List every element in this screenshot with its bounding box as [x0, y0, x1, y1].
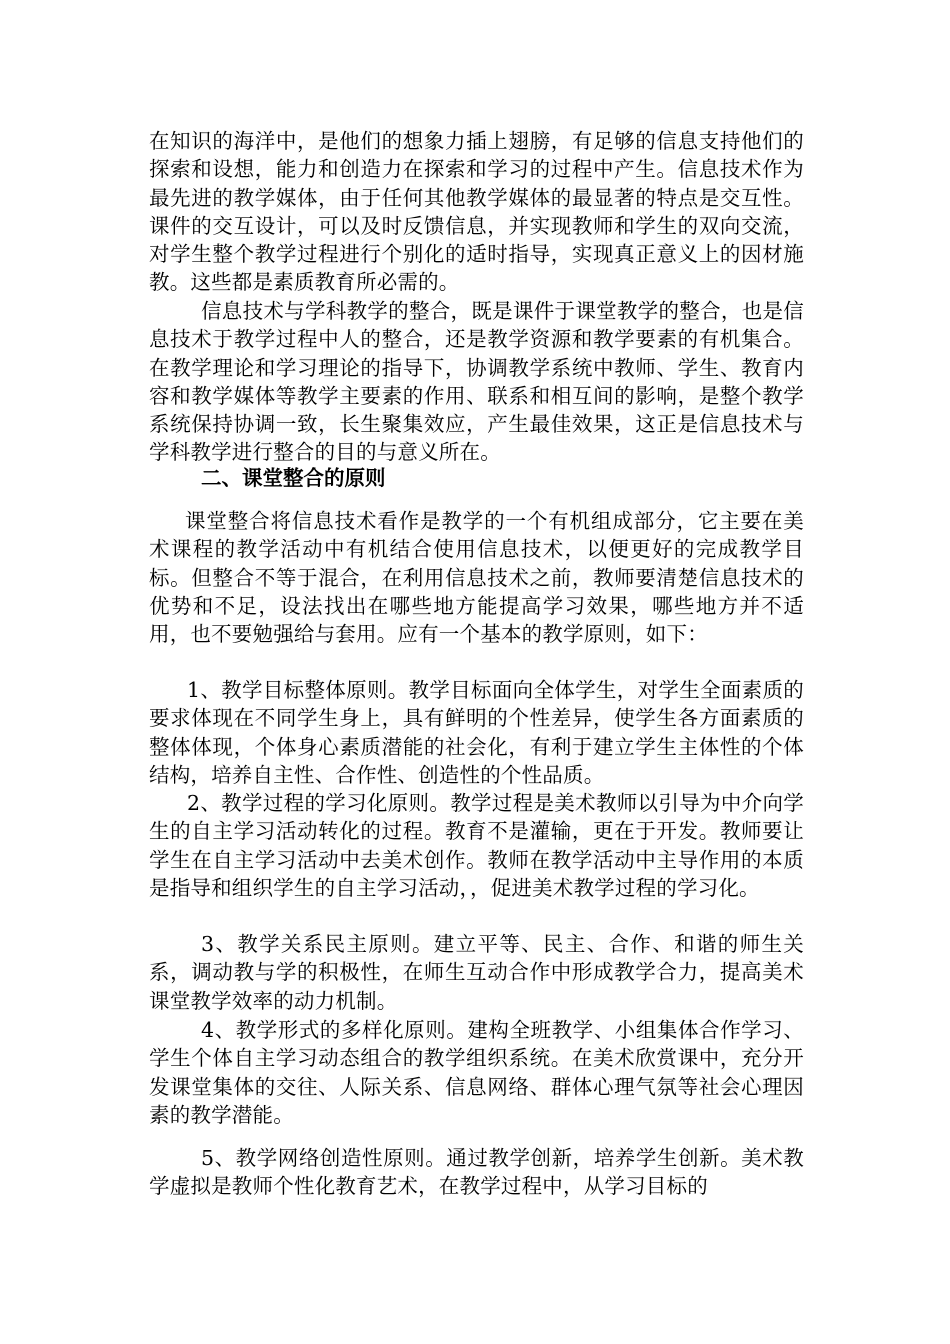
paragraph-integration-intro: 课堂整合将信息技术看作是教学的一个有机组成部分，它主要在美术课程的教学活动中有机结合使用信息技术，以便更好的完成教学目标。但整合不等于混合，在利用信息技术之前，教师要清楚信息技术的优势和不足，设法找出在哪些地方能提高学习效果，哪些地方并不适用，也不要勉强给与套用。应有一个基本的教学原则，如下：: [149, 509, 804, 647]
principle-item-5: 5、教学网络创造性原则。通过教学创新，培养学生创新。美术教学虚拟是教师个性化教育艺术，在教学过程中，从学习目标的: [149, 1146, 804, 1199]
principle-item-3: 3、教学关系民主原则。建立平等、民主、合作、和谐的师生关系，调动教与学的积极性，在师生互动合作中形成教学合力，提高美术课堂教学效率的动力机制。: [149, 932, 804, 1013]
principle-item-4: 4、教学形式的多样化原则。建构全班教学、小组集体合作学习、学生个体自主学习动态组合的教学组织系统。在美术欣赏课中，充分开发课堂集体的交往、人际关系、信息网络、群体心理气氛等社会心理因素的教学潜能。: [149, 1018, 804, 1127]
paragraph-integration-meaning: 信息技术与学科教学的整合，既是课件于课堂教学的整合，也是信息技术于教学过程中人的整合，还是教学资源和教学要素的有机集合。在教学理论和学习理论的指导下，协调教学系统中教师、学生、教育内容和教学媒体等教学主要素的作用、联系和相互间的影响，是整个教学系统保持协调一致，长生聚集效应，产生最佳效果，这正是信息技术与学科教学进行整合的目的与意义所在。: [149, 299, 804, 465]
principle-item-1: 1、教学目标整体原则。教学目标面向全体学生，对学生全面素质的要求体现在不同学生身上，具有鲜明的个性差异，使学生各方面素质的整体体现，个体身心素质潜能的社会化，有利于建立学生主体性的个体结构，培养自主性、合作性、创造性的个性品质。: [149, 678, 804, 787]
paragraph-continuation: 在知识的海洋中，是他们的想象力插上翅膀，有足够的信息支持他们的探索和设想，能力和创造力在探索和学习的过程中产生。信息技术作为最先进的教学媒体，由于任何其他教学媒体的最显著的特点是交互性。课件的交互设计，可以及时反馈信息，并实现教师和学生的双向交流，对学生整个教学过程进行个别化的适时指导，实现真正意义上的因材施教。这些都是素质教育所必需的。: [149, 129, 804, 295]
principle-item-2: 2、教学过程的学习化原则。教学过程是美术教师以引导为中介向学生的自主学习活动转化的过程。教育不是灌输，更在于开发。教师要让学生在自主学习活动中去美术创作。教师在教学活动中主导作用的本质是指导和组织学生的自主学习活动，，促进美术教学过程的学习化。: [149, 791, 804, 900]
section-heading: 二、课堂整合的原则: [201, 466, 386, 490]
